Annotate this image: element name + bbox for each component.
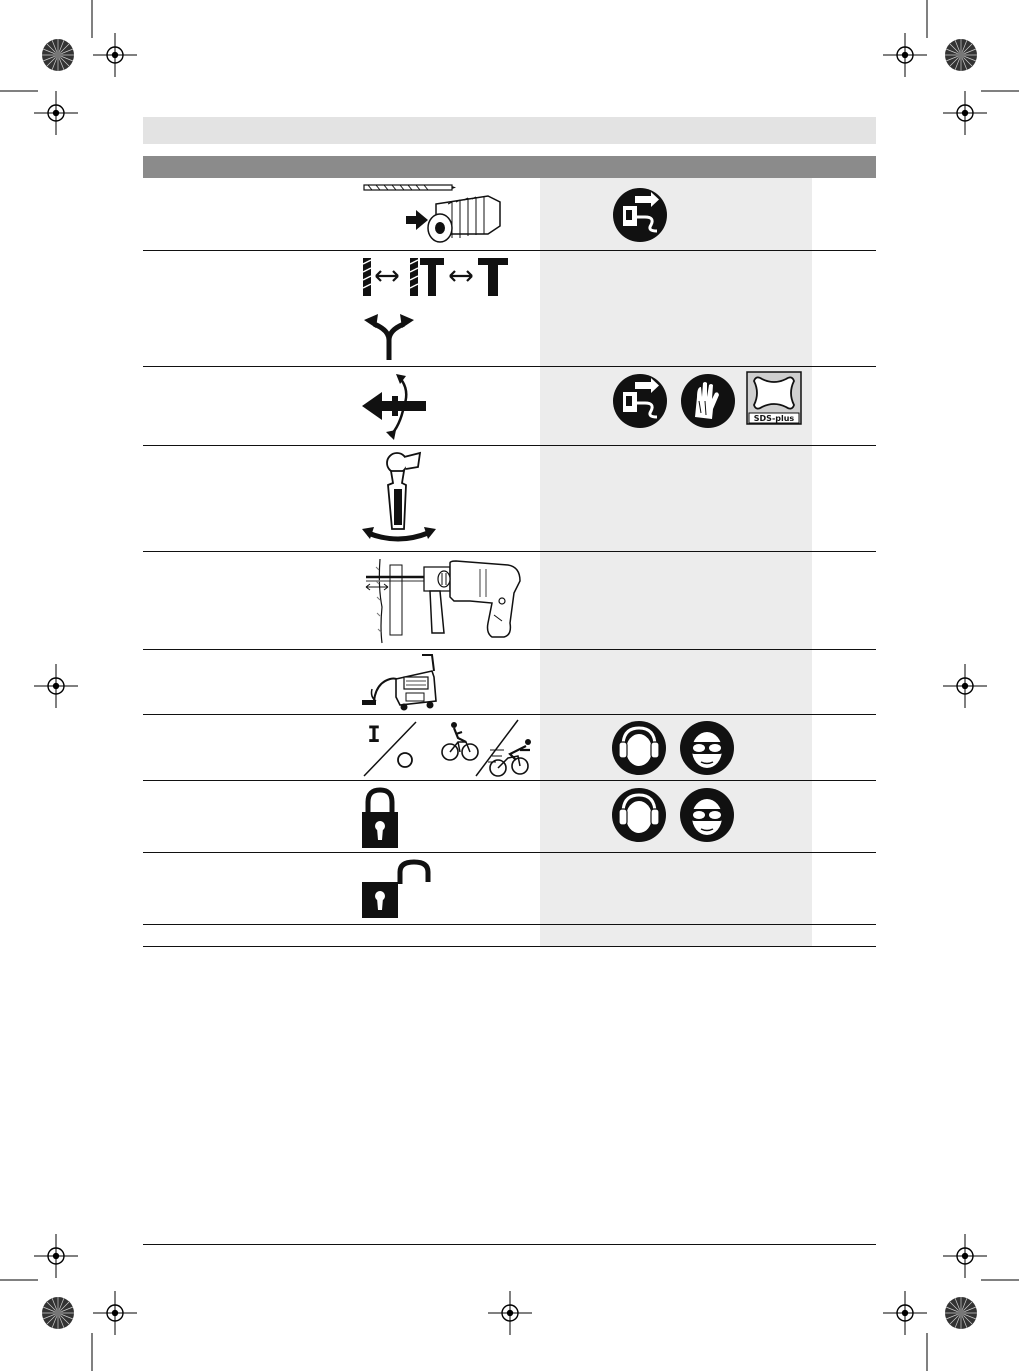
vacuum-cleaner-icon — [360, 653, 440, 711]
footer-rule — [143, 1244, 876, 1245]
row-divider — [143, 649, 876, 650]
eye-protection-icon — [679, 720, 735, 776]
row-divider — [143, 924, 876, 925]
ear-protection-icon — [611, 720, 667, 776]
row-divider — [143, 714, 876, 715]
row-divider — [143, 852, 876, 853]
sds-plus-label: SDS-plus — [753, 414, 795, 423]
row-divider — [143, 366, 876, 367]
ear-protection-icon — [611, 787, 667, 843]
unplug-power-icon — [611, 373, 671, 429]
row-divider — [143, 551, 876, 552]
row-divider — [143, 445, 876, 446]
rotary-hammer-icon — [360, 557, 540, 645]
row-divider — [143, 250, 876, 251]
auxiliary-handle-icon — [360, 449, 438, 549]
switch-on-label: I — [367, 723, 381, 748]
depth-adjust-icon — [360, 256, 512, 298]
gloves-icon — [679, 373, 737, 429]
speed-icon — [440, 720, 540, 778]
rotation-direction-icon — [360, 370, 430, 442]
title-band — [143, 117, 876, 144]
drill-chuck-icon — [360, 182, 520, 248]
lock-open-icon — [360, 858, 436, 920]
eye-protection-icon — [679, 787, 735, 843]
unplug-power-icon — [611, 187, 671, 243]
sds-plus-icon — [746, 371, 802, 425]
table-header-band — [143, 156, 876, 178]
chuck-body — [428, 196, 500, 242]
row-divider — [143, 780, 876, 781]
fork-arrow-icon — [360, 312, 418, 362]
lock-closed-icon — [360, 786, 400, 850]
table-bottom-rule — [143, 946, 876, 947]
safety-column-shade — [540, 178, 812, 946]
